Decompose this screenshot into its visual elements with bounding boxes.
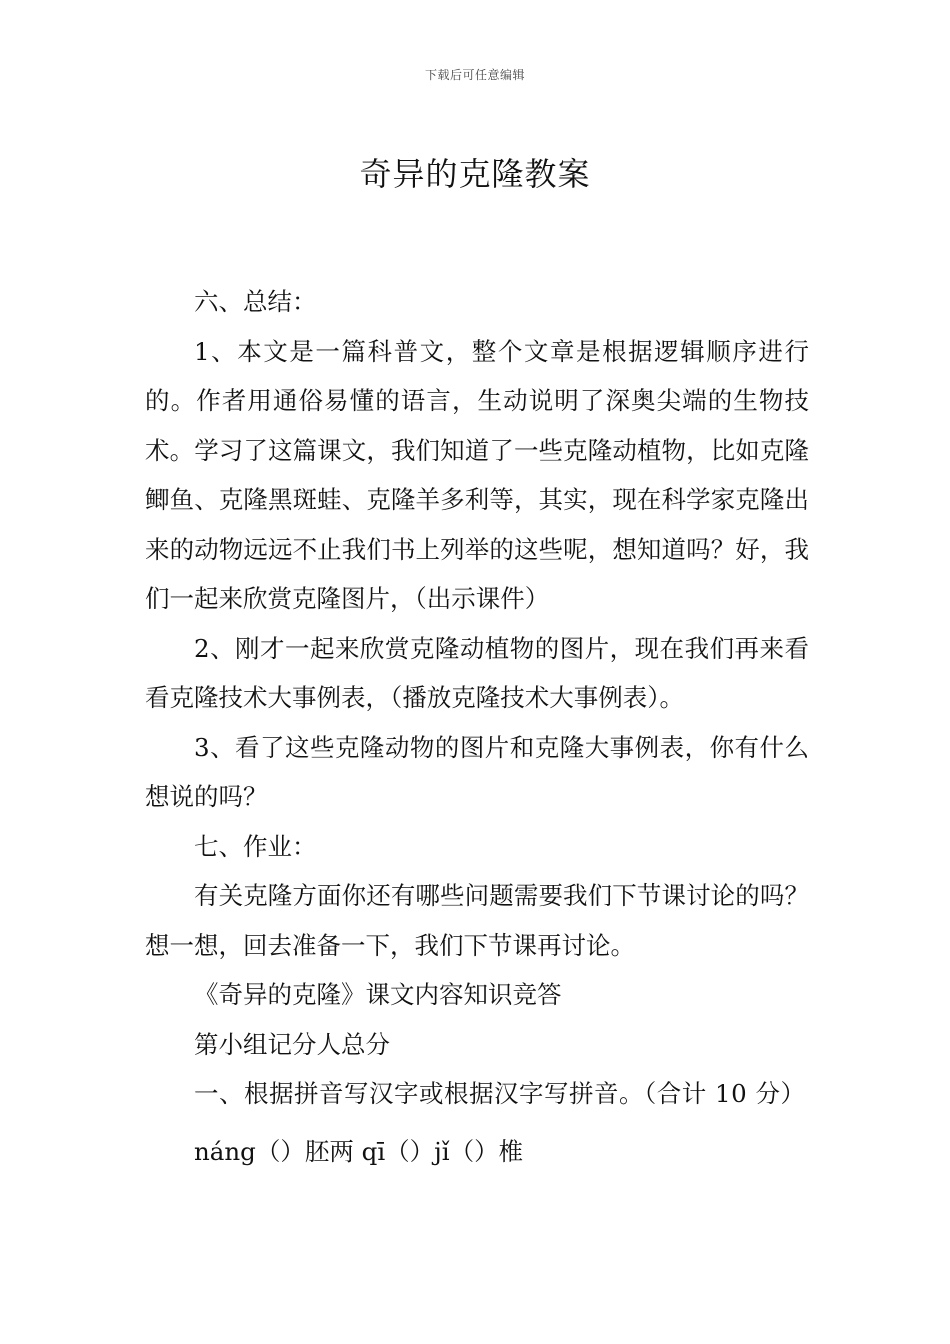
- quiz-title: 《奇异的克隆》课文内容知识竞答: [194, 980, 562, 1009]
- paragraph-homework: 有关克隆方面你还有哪些问题需要我们下节课讨论的吗？想一想，回去准备一下，我们下节课再讨论。: [145, 881, 809, 960]
- section-heading-homework: 七、作业：: [194, 831, 317, 861]
- section-heading-summary: 六、总结：: [194, 287, 317, 316]
- document-body: [145, 277, 809, 1176]
- paragraph-summary-2: 2、刚才一起来欣赏克隆动植物的图片，现在我们再来看看克隆技术大事例表，（播放克隆技术大事例表）。: [145, 633, 809, 712]
- quiz-score-line: 第小组记分人总分: [194, 1029, 390, 1059]
- paragraph-summary-1: 1、本文是一篇科普文，整个文章是根据逻辑顺序进行的。作者用通俗易懂的语言，生动说明了深奥尖端的生物技术。学习了这篇课文，我们知道了一些克隆动植物，比如克隆鲫鱼、克隆黑斑蛙、克隆羊多利等，其实，现在科学家克隆出来的动物远远不止我们书上列举的这些呢，想知道吗？好，我们一起来欣赏克隆图片，（出示课件）: [145, 336, 809, 613]
- header-note: 下载后可任意编辑: [424, 68, 525, 82]
- paragraph-summary-3: 3、看了这些克隆动物的图片和克隆大事例表，你有什么想说的吗？: [145, 732, 809, 811]
- page-title: 奇异的克隆教案: [359, 155, 591, 194]
- quiz-pinyin-line: náng（）胚两 qī（）jǐ（）椎: [194, 1136, 524, 1166]
- quiz-question-1: 一、根据拼音写汉字或根据汉字写拼音。（合计 10 分）: [194, 1079, 806, 1108]
